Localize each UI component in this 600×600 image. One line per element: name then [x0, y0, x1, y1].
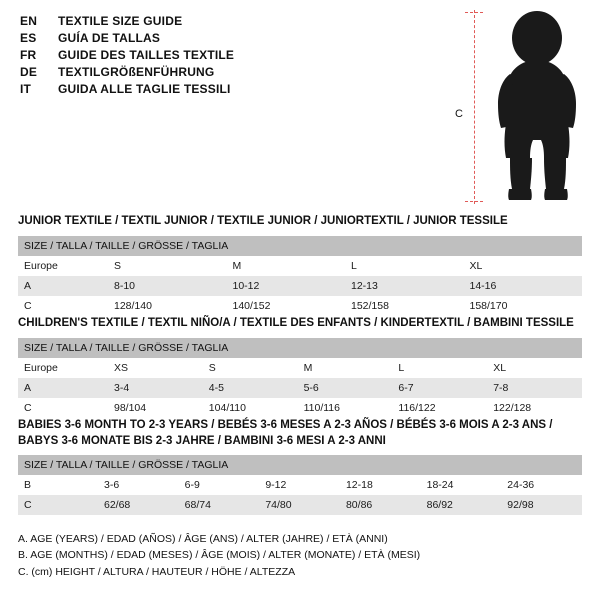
cell: 14-16: [464, 276, 583, 296]
cell: L: [392, 358, 487, 378]
cell: 62/68: [98, 495, 179, 515]
cell: 9-12: [259, 475, 340, 495]
table-header-label: SIZE / TALLA / TAILLE / GRÖSSE / TAGLIA: [18, 236, 582, 256]
language-code: FR: [20, 48, 37, 62]
language-code: EN: [20, 14, 38, 28]
cell: L: [345, 256, 464, 276]
children-size-table: [18, 338, 582, 418]
cell: 5-6: [298, 378, 393, 398]
height-measure-label: C: [455, 108, 463, 120]
table-row: [18, 495, 582, 515]
table-row: [18, 398, 582, 418]
table-row: [18, 475, 582, 495]
row-label: A: [18, 378, 108, 398]
cell: S: [108, 256, 227, 276]
cell: 98/104: [108, 398, 203, 418]
section-title: CHILDREN'S TEXTILE / TEXTIL NIÑO/A / TEXTILE DES ENFANTS / KINDERTEXTIL / BAMBINI TESSILE: [18, 317, 574, 329]
table-header-label: SIZE / TALLA / TAILLE / GRÖSSE / TAGLIA: [18, 455, 582, 475]
legend-line-c: C. (cm) HEIGHT / ALTURA / HAUTEUR / HÖHE / ALTEZZA: [18, 565, 296, 578]
language-row: [20, 82, 440, 96]
row-label: C: [18, 495, 98, 515]
language-code: ES: [20, 31, 37, 45]
height-guide-tick-top: [465, 12, 483, 13]
table-header-row: [18, 338, 582, 358]
cell: S: [203, 358, 298, 378]
language-title: TEXTILGRÖßENFÜHRUNG: [58, 65, 215, 79]
cell: 6-9: [179, 475, 260, 495]
section-junior-textile: [18, 214, 582, 316]
language-title: GUIDA ALLE TAGLIE TESSILI: [58, 82, 231, 96]
language-code: IT: [20, 82, 32, 96]
cell: XL: [464, 256, 583, 276]
cell: 8-10: [108, 276, 227, 296]
toddler-silhouette-icon: [489, 8, 589, 204]
cell: 116/122: [392, 398, 487, 418]
cell: 10-12: [227, 276, 346, 296]
table-row: [18, 276, 582, 296]
table-row: [18, 256, 582, 276]
cell: M: [298, 358, 393, 378]
cell: 12-18: [340, 475, 421, 495]
language-title: GUIDE DES TAILLES TEXTILE: [58, 48, 235, 62]
cell: 12-13: [345, 276, 464, 296]
cell: M: [227, 256, 346, 276]
cell: XS: [108, 358, 203, 378]
language-header: [20, 14, 440, 99]
legend-footer: [18, 531, 582, 580]
table-row: [18, 378, 582, 398]
row-label: C: [18, 398, 108, 418]
table-header-label: SIZE / TALLA / TAILLE / GRÖSSE / TAGLIA: [18, 338, 582, 358]
table-header-row: [18, 455, 582, 475]
language-title: GUÍA DE TALLAS: [58, 31, 161, 45]
cell: 6-7: [392, 378, 487, 398]
table-header-row: [18, 236, 582, 256]
cell: 80/86: [340, 495, 421, 515]
cell: XL: [487, 358, 582, 378]
row-label: Europe: [18, 256, 108, 276]
height-guide-line: [474, 10, 475, 204]
cell: 7-8: [487, 378, 582, 398]
language-title: TEXTILE SIZE GUIDE: [58, 14, 183, 28]
row-label: C: [18, 296, 108, 316]
cell: 140/152: [227, 296, 346, 316]
table-row: [18, 358, 582, 378]
cell: 110/116: [298, 398, 393, 418]
cell: 92/98: [501, 495, 582, 515]
junior-size-table: [18, 236, 582, 316]
babies-size-table: [18, 455, 582, 515]
section-title: BABIES 3-6 MONTH TO 2-3 YEARS / BEBÉS 3-6 MESES A 2-3 AÑOS / BÉBÉS 3-6 MOIS A 2-3 ANS / BABYS 3-6 MONATE BIS 2-3 JAHRE / BAMBINI 3-6 MESI A 2-3 ANNI: [18, 419, 553, 447]
cell: 74/80: [259, 495, 340, 515]
cell: 152/158: [345, 296, 464, 316]
cell: 104/110: [203, 398, 298, 418]
measurement-figure: [455, 8, 595, 208]
row-label: Europe: [18, 358, 108, 378]
language-row: [20, 48, 440, 62]
cell: 4-5: [203, 378, 298, 398]
cell: 3-6: [98, 475, 179, 495]
height-guide-tick-bottom: [465, 201, 483, 202]
cell: 158/170: [464, 296, 583, 316]
section-title: JUNIOR TEXTILE / TEXTIL JUNIOR / TEXTILE JUNIOR / JUNIORTEXTIL / JUNIOR TESSILE: [18, 215, 508, 227]
cell: 3-4: [108, 378, 203, 398]
row-label: A: [18, 276, 108, 296]
legend-line-a: A. AGE (YEARS) / EDAD (AÑOS) / ÂGE (ANS) / ALTER (JAHRE) / ETÀ (ANNI): [18, 533, 388, 545]
table-row: [18, 296, 582, 316]
cell: 122/128: [487, 398, 582, 418]
cell: 128/140: [108, 296, 227, 316]
cell: 68/74: [179, 495, 260, 515]
language-row: [20, 65, 440, 79]
cell: 86/92: [421, 495, 502, 515]
cell: 18-24: [421, 475, 502, 495]
language-row: [20, 14, 440, 28]
language-code: DE: [20, 65, 38, 79]
row-label: B: [18, 475, 98, 495]
section-childrens-textile: [18, 316, 582, 418]
section-babies-textile: [18, 418, 582, 515]
legend-line-b: B. AGE (MONTHS) / EDAD (MESES) / ÂGE (MOIS) / ALTER (MONATE) / ETÀ (MESI): [18, 549, 421, 562]
language-row: [20, 31, 440, 45]
cell: 24-36: [501, 475, 582, 495]
